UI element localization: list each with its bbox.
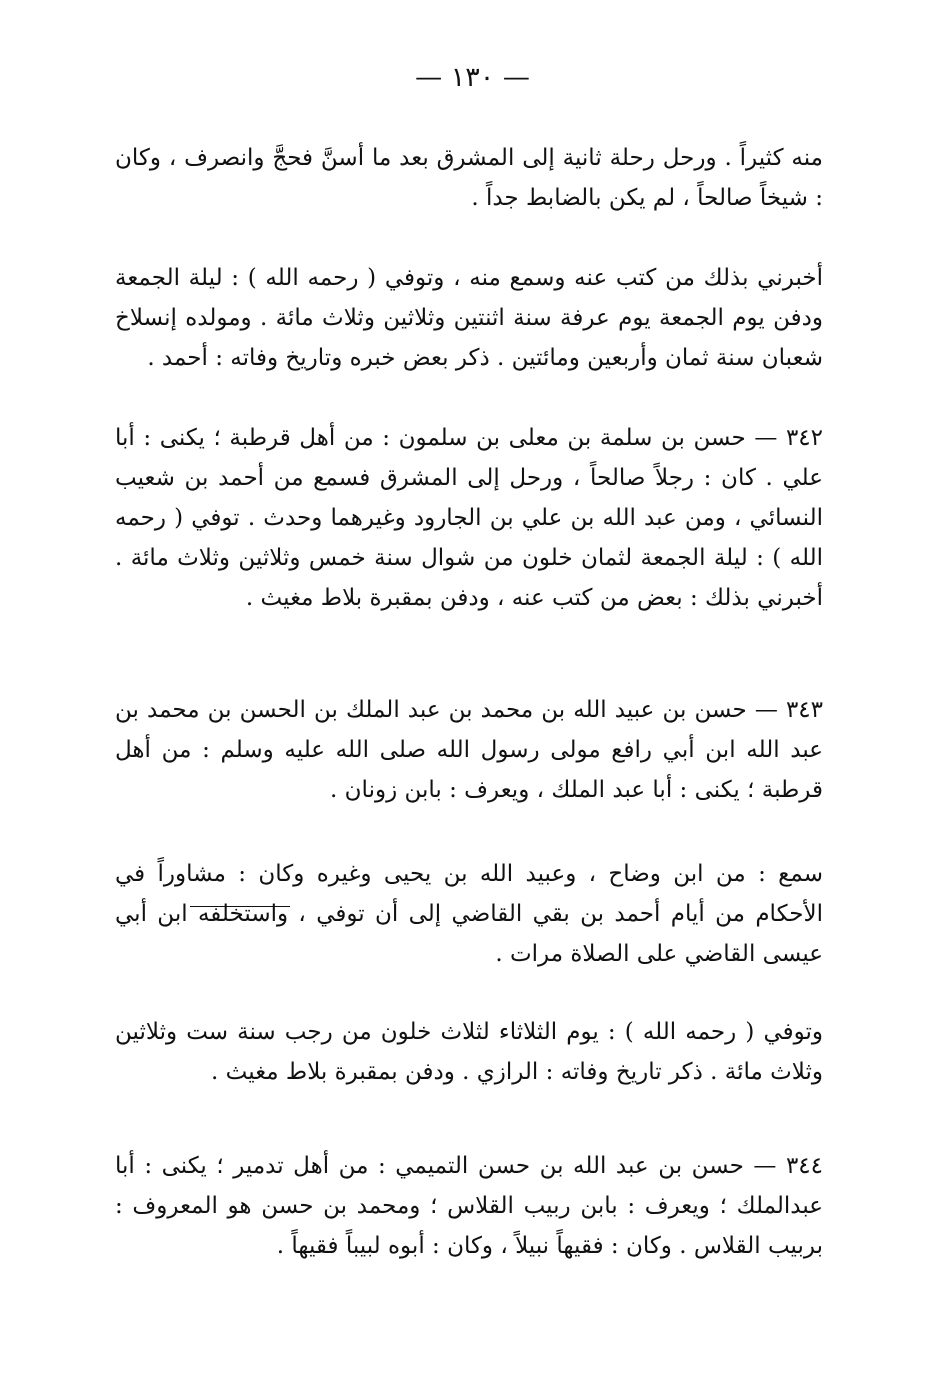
entry-344: ٣٤٤ — حسن بن عبد الله بن حسن التميمي : من أهل تدمير ؛ يكنى : أبا عبدالملك ؛ ويعرف : بابن ربيب القلاس ؛ ومحمد بن حسن هو المعروف : بربيب القلاس . وكان : فقيهاً نبيلاً ، وكان : أبوه لبيباً فقيهاً . <box>115 1153 823 1259</box>
paragraph-source-note: أخبرني بذلك من كتب عنه وسمع منه ، وتوفي ( رحمه الله ) : ليلة الجمعة ودفن يوم الجمعة يوم عرفة سنة اثنتين وثلاثين وثلاث مائة . ومولده إنسلاخ شعبان سنة ثمان وأربعين ومائتين . ذكر بعض خبره وتاريخ وفاته : أحمد . <box>115 265 823 371</box>
entry-343-death: وتوفي ( رحمه الله ) : يوم الثلاثاء لثلاث خلون من رجب سنة ست وثلاثين وثلاث مائة . ذكر تاريخ وفاته : الرازي . ودفن بمقبرة بلاط مغيث . <box>115 1019 823 1085</box>
entry-343-study: سمع : من ابن وضاح ، وعبيد الله بن يحيى وغيره وكان : مشاوراً في الأحكام من أيام أحمد بن بقي القاضي إلى أن توفي ، واستخلفه ابن أبي عيسى القاضي على الصلاة مرات . <box>115 861 823 967</box>
entry-343: ٣٤٣ — حسن بن عبيد الله بن محمد بن عبد الملك بن الحسن بن محمد بن عبد الله ابن أبي رافع مولى رسول الله صلى الله عليه وسلم : من أهل قرطبة ؛ يكنى : أبا عبد الملك ، ويعرف : بابن زونان . <box>115 697 823 803</box>
page-number: — ١٣٠ — <box>415 62 530 93</box>
underline-annotation <box>190 906 290 907</box>
paragraph-continuation: منه كثيراً . ورحل رحلة ثانية إلى المشرق بعد ما أسنَّ فحجَّ وانصرف ، وكان : شيخاً صالحاً ، لم يكن بالضابط جداً . <box>115 145 823 211</box>
entry-342: ٣٤٢ — حسن بن سلمة بن معلى بن سلمون : من أهل قرطبة ؛ يكنى : أبا علي . كان : رجلاً صالحاً ، ورحل إلى المشرق فسمع من أحمد بن شعيب النسائي ، ومن عبد الله بن علي بن الجارود وغيرهما وحدث . توفي ( رحمه الله ) : ليلة الجمعة لثمان خلون من شوال سنة خمس وثلاثين وثلاث مائة . أخبرني بذلك : بعض من كتب عنه ، ودفن بمقبرة بلاط مغيث . <box>115 425 823 611</box>
